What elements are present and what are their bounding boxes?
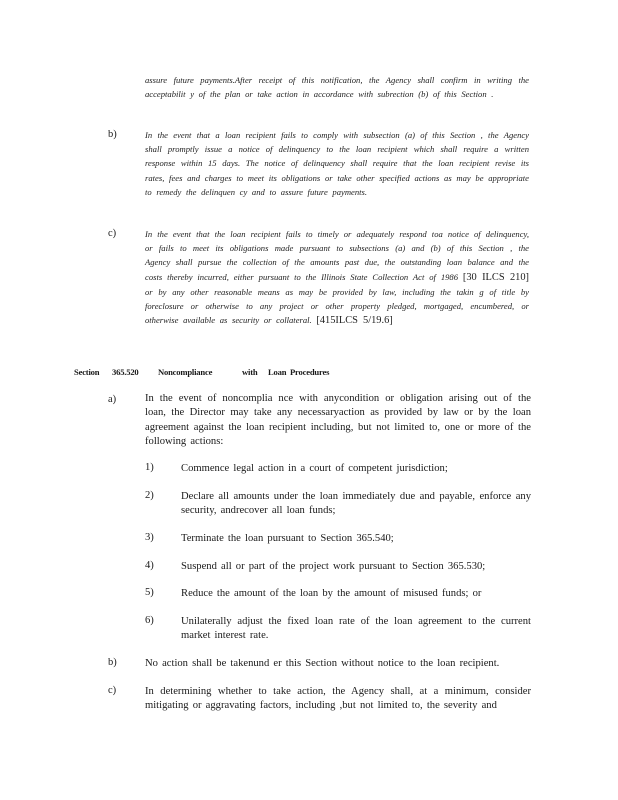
action-number-4: 4) bbox=[145, 560, 154, 571]
section-title-word-3: Loan bbox=[268, 367, 287, 377]
action-number-5: 5) bbox=[145, 587, 154, 598]
citation-415-ilcs: [415ILCS 5/19.6] bbox=[316, 315, 393, 327]
section-b-label: b) bbox=[108, 657, 117, 668]
subsection-c-text-part1: In the event that the loan recipient fails to timely or adequately respond toa notice of delinquency, or fails to meet its obligations made pursuant to subsections (a) and (b) of this Section , the Agency shall pursue the collection of the amounts past due, the outstanding loan balance and the costs thereby incurred, either pursuant to the Illinois State Collection Act of 1986 bbox=[145, 229, 529, 282]
section-title-word-1: Noncompliance bbox=[158, 367, 213, 377]
action-number-2: 2) bbox=[145, 490, 154, 501]
subsection-c-text-part2: or by any other reasonable means as may be provided by law, including the takin g of title by foreclosure or otherwise to any project or other property pledged, mortgaged, encumbered, or otherwise available as security or collateral. bbox=[145, 286, 529, 326]
section-a-label: a) bbox=[108, 394, 117, 405]
section-c-label: c) bbox=[108, 685, 117, 696]
section-word: Section bbox=[74, 367, 100, 377]
subsection-b-text: In the event that a loan recipient fails to comply with subsection (a) of this Section , the Agency shall promptly issue a notice of delinquency to the loan recipient which shall require a written response within 15 days. The notice of delinquency shall require that the loan recipient revise its rates, fees and charges to meet its obligations or take other specified actions as may be appropriate to remedy the delinquen cy and to assure future payments. bbox=[145, 130, 529, 197]
section-b-text: No action shall be takenund er this Section without notice to the loan recipient. bbox=[145, 658, 500, 669]
action-text-5: Reduce the amount of the loan by the amount of misused funds; or bbox=[181, 588, 482, 599]
section-title-word-4: Procedures bbox=[290, 367, 330, 377]
action-number-6: 6) bbox=[145, 615, 154, 626]
citation-30-ilcs: [30 ILCS 210] bbox=[462, 271, 529, 283]
action-text-3: Terminate the loan pursuant to Section 365.540; bbox=[181, 533, 394, 544]
action-text-2: Declare all amounts under the loan immediately due and payable, enforce any security, andrecover all loan funds; bbox=[181, 491, 531, 517]
action-number-3: 3) bbox=[145, 532, 154, 543]
subsection-c-text bbox=[145, 227, 529, 328]
subsection-b-label: b) bbox=[108, 129, 117, 140]
subsection-c-label: c) bbox=[108, 228, 117, 239]
action-text-4: Suspend all or part of the project work pursuant to Section 365.530; bbox=[181, 561, 486, 572]
section-number: 365.520 bbox=[112, 367, 139, 377]
action-number-1: 1) bbox=[145, 462, 154, 473]
section-c-text: In determining whether to take action, the Agency shall, at a minimum, consider mitigating or aggravating factors, including ,but not limited to, the severity and bbox=[145, 686, 531, 712]
action-text-1: Commence legal action in a court of competent jurisdiction; bbox=[181, 463, 448, 474]
section-a-text: In the event of noncomplia nce with anycondition or obligation arising out of the loan, the Director may take any necessaryaction as provided by law or by the loan agreement against the loan recipient including, but not limited to, one or more of the following actions: bbox=[145, 393, 531, 447]
section-title-word-2: with bbox=[242, 367, 258, 377]
continuation-paragraph: assure future payments.After receipt of this notification, the Agency shall confirm in writing the acceptabilit y of the plan or take action in accordance with subrection (b) of this Section . bbox=[145, 75, 529, 100]
action-text-6: Unilaterally adjust the fixed loan rate of the loan agreement to the current market interest rate. bbox=[181, 616, 531, 642]
